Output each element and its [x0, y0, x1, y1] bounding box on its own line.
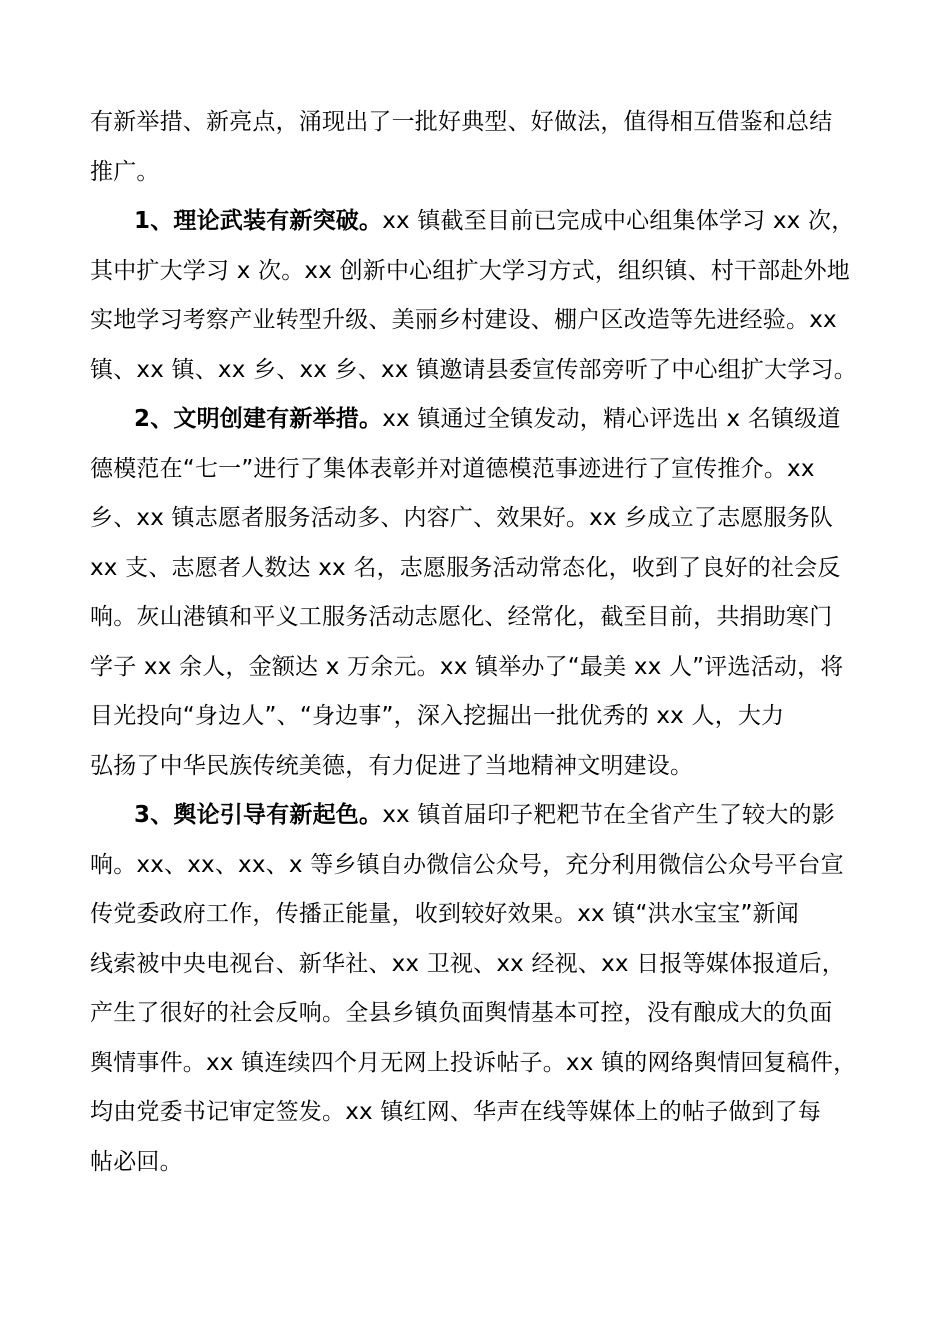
section-2-first-line — [90, 395, 862, 445]
section-2-text: xx 镇通过全镇发动，精心评选出 x 名镇级道 — [382, 406, 841, 432]
paragraph-line: 传党委政府工作，传播正能量，收到较好效果。xx 镇“洪水宝宝”新闻 — [90, 901, 799, 927]
intro-line: 推广。 — [90, 158, 160, 185]
paragraph-line: 响。灰山港镇和平义工服务活动志愿化、经常化，截至目前，共捐助寒门 — [90, 604, 833, 630]
section-3-first-line — [90, 791, 862, 841]
paragraph-line: 线索被中央电视台、新华社、xx 卫视、xx 经视、xx 日报等媒体报道后， — [90, 950, 846, 977]
paragraph-line: 目光投向“身边人”、“身边事”，深入挖掘出一批优秀的 xx 人，大力 — [90, 703, 785, 729]
section-1-text: xx 镇截至目前已完成中心组集体学习 xx 次， — [382, 208, 855, 234]
paragraph-line: 学子 xx 余人，金额达 x 万余元。xx 镇举办了“最美 xx 人”评选活动，将 — [90, 653, 844, 680]
paragraph-line: 实地学习考察产业转型升级、美丽乡村建设、棚户区改造等先进经验。xx — [90, 307, 837, 333]
section-2-heading: 2、文明创建有新举措。 — [134, 406, 383, 432]
section-1-first-line — [90, 197, 862, 247]
paragraph-line: 均由党委书记审定签发。xx 镇红网、华声在线等媒体上的帖子做到了每 — [90, 1099, 822, 1125]
paragraph-line: 乡、xx 镇志愿者服务活动多、内容广、效果好。xx 乡成立了志愿服务队 — [90, 505, 834, 531]
paragraph-line: xx 支、志愿者人数达 xx 名，志愿服务活动常态化，收到了良好的社会反 — [90, 554, 841, 581]
section-1-heading: 1、理论武装有新突破。 — [134, 208, 383, 234]
section-3-text: xx 镇首届印子粑粑节在全省产生了较大的影 — [382, 802, 835, 828]
document-page — [90, 98, 862, 1187]
paragraph-line: 产生了很好的社会反响。全县乡镇负面舆情基本可控，没有酿成大的负面 — [90, 1000, 833, 1026]
paragraph-line: 帖必回。 — [90, 1148, 183, 1175]
paragraph-line: 舆情事件。xx 镇连续四个月无网上投诉帖子。xx 镇的网络舆情回复稿件， — [90, 1049, 857, 1076]
paragraph-line: 弘扬了中华民族传统美德，有力促进了当地精神文明建设。 — [90, 752, 694, 779]
section-3-heading: 3、舆论引导有新起色。 — [134, 802, 383, 828]
paragraph-line: 德模范在“七一”进行了集体表彰并对道德模范事迹进行了宣传推介。xx — [90, 455, 815, 482]
intro-line: 有新举措、新亮点，涌现出了一批好典型、好做法，值得相互借鉴和总结 — [90, 109, 833, 135]
paragraph-line: 响。xx、xx、xx、x 等乡镇自办微信公众号，充分利用微信公众号平台宣 — [90, 851, 844, 878]
paragraph-line: 镇、xx 镇、xx 乡、xx 乡、xx 镇邀请县委宣传部旁听了中心组扩大学习。 — [90, 356, 857, 383]
paragraph-line: 其中扩大学习 x 次。xx 创新中心组扩大学习方式，组织镇、村干部赴外地 — [90, 257, 850, 284]
